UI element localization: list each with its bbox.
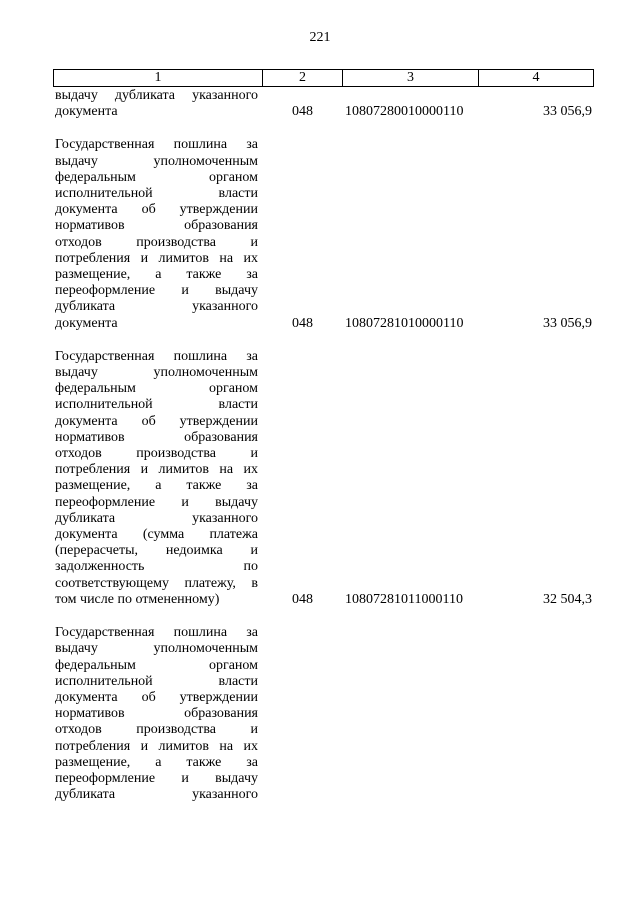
table-row <box>55 88 595 120</box>
admin-code-cell: 048 <box>292 315 313 331</box>
amount-cell: 32 504,3 <box>543 591 592 607</box>
table-header <box>53 69 594 87</box>
description-line: размещение, а также за <box>55 267 258 283</box>
description-line: размещение, а также за <box>55 478 258 494</box>
admin-code-cell: 048 <box>292 104 313 120</box>
description-line: отходов производства и <box>55 234 258 250</box>
description-line: размещение, а также за <box>55 754 258 770</box>
description-line: выдачу дубликата указанного <box>55 88 258 103</box>
description-line: том числе по отмененному) <box>55 591 220 607</box>
description-line: переоформление и выдачу <box>55 770 258 786</box>
header-col-1: 1 <box>54 70 263 87</box>
page-number: 221 <box>309 30 331 45</box>
row-description <box>55 349 258 608</box>
description-line: потребления и лимитов на их <box>55 250 258 266</box>
description-line: нормативов образования <box>55 218 258 234</box>
kbk-code-cell: 10807281010000110 <box>345 315 464 331</box>
description-line: документа <box>55 104 118 120</box>
description-line: документа об утверждении <box>55 413 258 429</box>
description-line: документа (сумма платежа <box>55 527 258 543</box>
header-col-3: 3 <box>343 70 479 87</box>
description-line: задолженность по <box>55 559 258 575</box>
description-line: федеральным органом <box>55 381 258 397</box>
description-line: дубликата указанного <box>55 510 258 526</box>
description-line: отходов производства и <box>55 446 258 462</box>
header-col-4: 4 <box>479 70 594 87</box>
table-row <box>55 349 595 608</box>
description-line: потребления и лимитов на их <box>55 738 258 754</box>
description-line: нормативов образования <box>55 429 258 445</box>
description-line: документа об утверждении <box>55 202 258 218</box>
table-row <box>55 137 595 331</box>
amount-cell: 33 056,9 <box>543 315 592 331</box>
description-line: исполнительной власти <box>55 186 258 202</box>
description-line: федеральным органом <box>55 169 258 185</box>
description-line: документа <box>55 315 118 331</box>
description-line: федеральным органом <box>55 657 258 673</box>
table-header-row <box>54 70 594 87</box>
description-line: переоформление и выдачу <box>55 494 258 510</box>
description-line: Государственная пошлина за <box>55 625 258 641</box>
description-line: (перерасчеты, недоимка и <box>55 543 258 559</box>
description-line: исполнительной власти <box>55 673 258 689</box>
description-line: выдачу уполномоченным <box>55 365 258 381</box>
admin-code-cell: 048 <box>292 591 313 607</box>
row-description <box>55 137 258 331</box>
kbk-code-cell: 10807280010000110 <box>345 104 464 120</box>
description-line: выдачу уполномоченным <box>55 641 258 657</box>
description-line: исполнительной власти <box>55 397 258 413</box>
description-line: отходов производства и <box>55 722 258 738</box>
header-col-2: 2 <box>263 70 343 87</box>
description-line: выдачу уполномоченным <box>55 153 258 169</box>
description-line: Государственная пошлина за <box>55 137 258 153</box>
description-line: дубликата указанного <box>55 299 258 315</box>
table-body <box>55 88 595 820</box>
table-row <box>55 625 595 803</box>
description-line: Государственная пошлина за <box>55 348 258 364</box>
description-line: переоформление и выдачу <box>55 283 258 299</box>
description-line: соответствующему платежу, в <box>55 575 258 591</box>
description-line: потребления и лимитов на их <box>55 462 258 478</box>
description-line: дубликата указанного <box>55 787 258 803</box>
row-description <box>55 625 258 803</box>
amount-cell: 33 056,9 <box>543 104 592 120</box>
description-line: документа об утверждении <box>55 689 258 705</box>
row-description <box>55 88 258 120</box>
description-line: нормативов образования <box>55 706 258 722</box>
kbk-code-cell: 10807281011000110 <box>345 591 463 607</box>
